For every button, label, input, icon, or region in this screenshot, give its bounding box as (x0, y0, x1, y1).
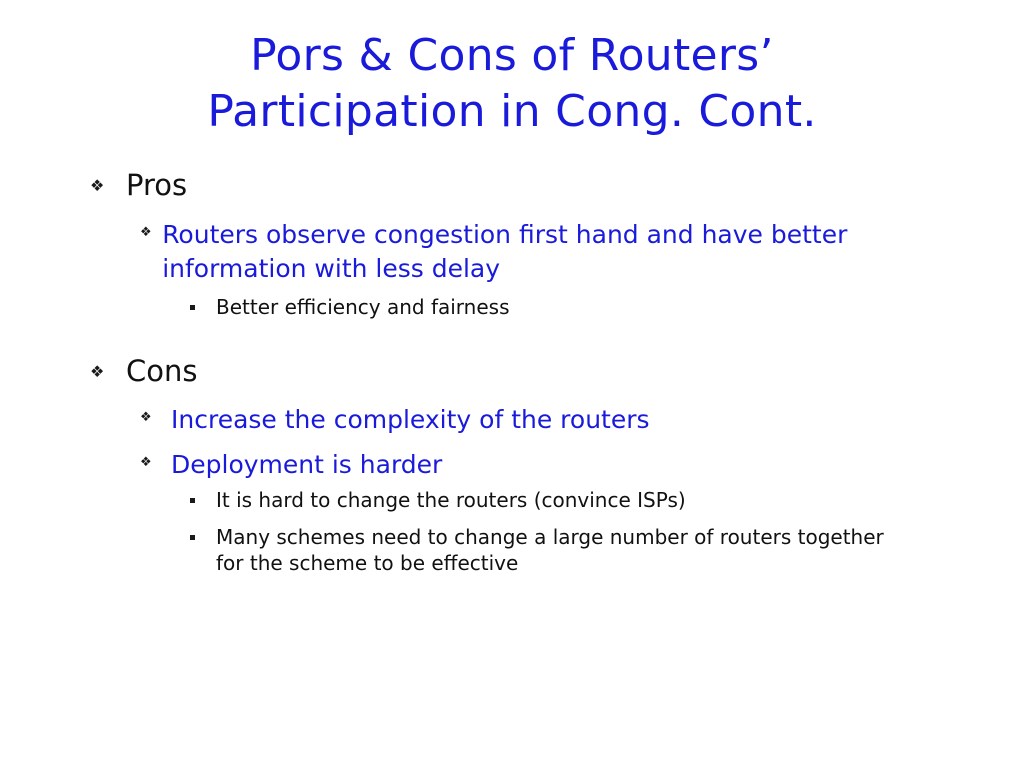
bullet-pros-heading: Pros (126, 168, 188, 202)
bullet-cons-item-2-sub-1 (190, 487, 910, 513)
slide-title (0, 28, 1024, 140)
bullet-cons-item-1-text: Increase the complexity of the routers (171, 405, 650, 434)
diamond-bullet-icon: ❖ (140, 455, 152, 470)
bullet-cons-item-2-sub-2-text: Many schemes need to change a large number of routers together for the scheme to be effective (216, 525, 884, 575)
square-bullet-icon (190, 305, 195, 310)
slide-title-line-1: Pors & Cons of Routers’ (250, 30, 774, 81)
bullet-pros-item-1-sub-1-text: Better efficiency and fairness (216, 295, 510, 319)
bullet-pros-item-1-sub-1 (190, 294, 910, 320)
square-bullet-icon (190, 535, 195, 540)
diamond-bullet-icon: ❖ (90, 176, 105, 195)
bullet-cons (90, 354, 197, 388)
bullet-cons-item-2-sub-1-text: It is hard to change the routers (convince ISPs) (216, 488, 686, 512)
bullet-cons-item-2-text: Deployment is harder (171, 450, 443, 479)
diamond-bullet-icon: ❖ (140, 225, 152, 240)
bullet-pros-item-1 (140, 218, 900, 286)
bullet-cons-heading: Cons (126, 354, 198, 388)
square-bullet-icon (190, 498, 195, 503)
bullet-pros-item-1-text: Routers observe congestion first hand and have better information with less delay (162, 220, 848, 283)
diamond-bullet-icon: ❖ (90, 362, 105, 381)
bullet-pros (90, 168, 187, 202)
diamond-bullet-icon: ❖ (140, 410, 152, 425)
bullet-cons-item-1 (140, 403, 900, 437)
slide-title-line-2: Participation in Cong. Cont. (207, 86, 817, 137)
bullet-cons-item-2 (140, 448, 900, 482)
bullet-cons-item-2-sub-2 (190, 524, 910, 576)
